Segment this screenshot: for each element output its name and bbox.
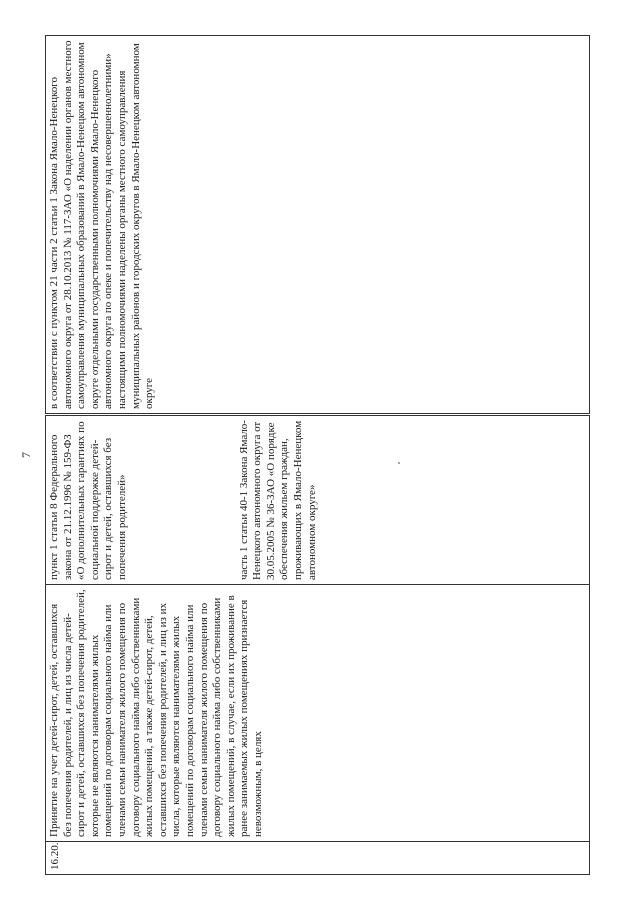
legal-basis-cell: [46, 415, 590, 585]
row-number: 16.20.: [46, 842, 590, 875]
services-table: [45, 35, 590, 875]
rotated-content: [19, 35, 590, 875]
page-number: 7: [19, 452, 33, 458]
table-row: [46, 36, 590, 875]
service-name-cell: Принятие на учет детей-сирот, детей, оставшихся без попечения родителей, и лиц из числа детей-сирот и детей, оставшихся без попечения родителей, которые не являются нанимателями жилых помещений по договорам социального найма или членами семьи нанимателя жилого помещения по договору социального найма либо собственниками жилых помещений, а также детей-сирот, детей, оставшихся без попечения родителей, и лиц из их числа, которые являются нанимателями жилых помещений по договорам социального найма или членами семьи нанимателя жилого помещения по договору социального найма либо собственниками жилых помещений, в случае, если их проживание в ранее занимаемых жилых помещениях признается невозможным, в целях: [46, 585, 590, 842]
legal-basis-federal: пункт 1 статьи 8 Федерального закона от 21.12.1996 № 159-ФЗ «О дополнительных гарантиях по социальной поддержке детей-сирот и детей, оставшихся без попечения родителей»: [48, 421, 128, 580]
delegation-basis-cell: в соответствии с пунктом 21 части 2 статьи 1 Закона Ямало-Ненецкого автономного округа от 28.10.2013 № 117-ЗАО «О наделении органов местного самоуправления муниципальных образований в Ямало-Ненецком автономном округе отдельными государственными полномочиями Ямало-Ненецкого автономного округа по опеке и попечительству над несовершеннолетними» настоящими полномочиями наделены органы местного самоуправления муниципальных районов и городских округов в Ямало-Ненецком автономном округе: [46, 36, 590, 415]
cell-spacer: [130, 420, 238, 580]
legal-basis-regional: часть 1 статьи 40-1 Закона Ямало-Ненецкого автономного округа от 30.05.2005 № 36-ЗАО «О порядке обеспечения жильем граждан, проживающих в Ямало-Ненецком автономном округе»: [237, 420, 318, 580]
